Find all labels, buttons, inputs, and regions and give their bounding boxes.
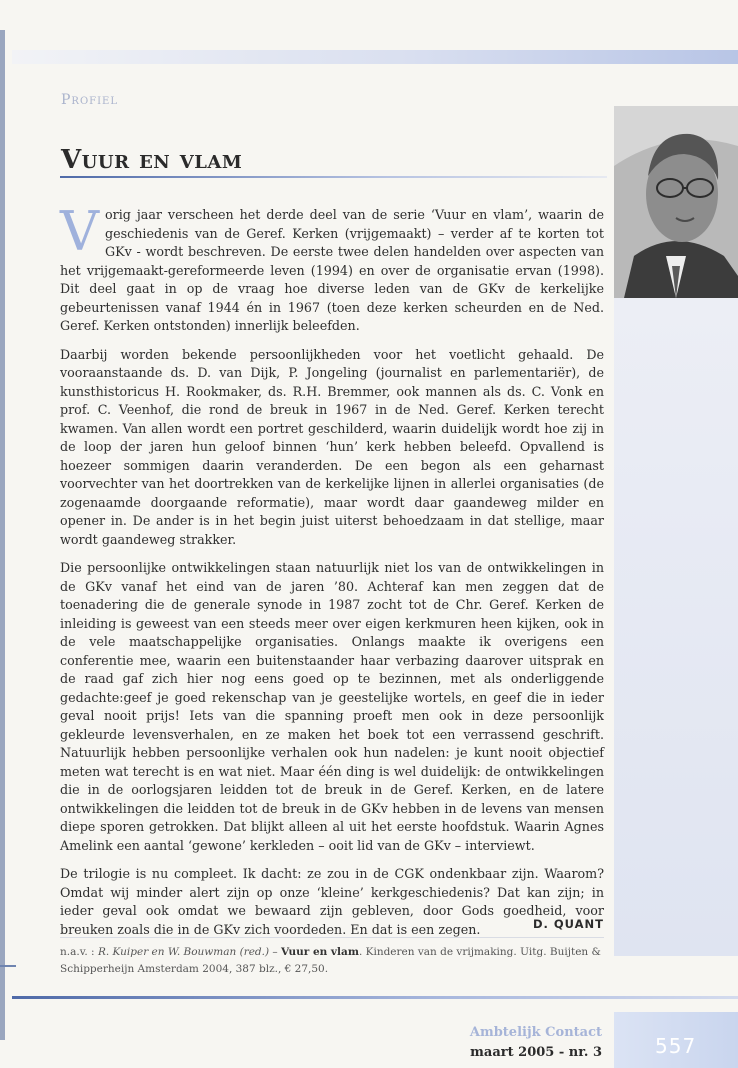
- reference-editors: R. Kuiper en W. Bouwman (red.): [97, 946, 270, 958]
- paragraph-4: De trilogie is nu compleet. Ik dacht: ze zou in de CGK ondenkbaar zijn. Waarom? Omdat wij minder alert zijn op onze ‘kleine’ kerkgeschiedenis? Dat kan zijn; in ieder geval ook omdat we bewaard zijn gebleven, door Gods goedheid, voor breuken zoals die in de GKv zich voordeden. En dat is een zegen.: [60, 866, 604, 937]
- author-portrait: [614, 106, 738, 298]
- reference-prefix: n.a.v. :: [60, 946, 98, 958]
- book-reference: [60, 944, 604, 977]
- magazine-name: Ambtelijk Contact: [469, 1025, 602, 1040]
- drop-cap: V: [60, 200, 99, 263]
- issue-info: maart 2005 - nr. 3: [470, 1045, 602, 1060]
- paragraph-1: [60, 200, 604, 336]
- top-color-band: [12, 50, 738, 64]
- paragraph-3: Die persoonlijke ontwikkelingen staan natuurlijk niet los van de ontwikkelingen in de GKv vanaf het eind van de jaren ’80. Achteraf kan men zeggen dat de toenadering die de generale synode in 1987 zocht tot de Chr. Geref. Kerken de inleiding is geweest van een steeds meer over eigen kerkmuren heen kijken, ook in de vele maatschappelijke organisaties. Onlangs maakte ik overigens een conferentie mee, waarin een buitenstaander haar verbazing daarover uitsprak en de raad gaf zich hier nog eens goed op te bezinnen, met als onderliggende gedachte:geef je goed rekenschap van je geestelijke wortels, en geef die in ieder geval nooit prijs! Iets van die spanning proeft men ook in deze persoonlijk gekleurde levensverhalen, en ze maken het boek tot een verrassend geschrift. Natuurlijk hebben persoonlijke verhalen ook hun nadelen: je kunt nooit objectief meten wat terecht is en wat niet. Maar één ding is wel duidelijk: de ontwikkelingen die in de oorlogsjaren leidden tot de breuk in de Geref. Kerken, en de latere ontwikkelingen die leidden tot de breuk in de GKv hebben in de levens van mensen diepe sporen getrokken. Dat blijkt alleen al uit het eerste hoofdstuk. Waarin Agnes Amelink een aantal ‘gewone’ kerkleden – ooit lid van de GKv – interviewt.: [60, 560, 604, 853]
- article-title: Vuur en vlam: [61, 145, 243, 175]
- paragraph-2: Daarbij worden bekende persoonlijkheden voor het voetlicht gehaald. De vooraanstaande ds. D. van Dijk, P. Jongeling (journalist en parlementariër), de kunsthistoricus H. Rookmaker, ds. R.H. Bremmer, ook mannen als ds. C. Vonk en prof. C. Veenhof, die rond de breuk in 1967 in de Ned. Geref. Kerken terecht kwamen. Van allen wordt een portret geschilderd, waarin duidelijk wordt hoe zij in de loop der jaren hun geloof binnen ‘hun’ kerk hebben beleefd. Opvallend is hoezeer sommigen daarin veranderden. De een begon als een geharnast voorvechter van het doortrekken van de kerkelijke lijnen in allerlei organisaties (de zogenaamde doorgaande reformatie), maar wordt daar gaandeweg milder en opener in. De ander is in het begin juist uiterst behoedzaam in dat stellige, maar wordt gaandeweg strakker.: [60, 346, 604, 547]
- article-body: [60, 200, 604, 949]
- reference-book-title: Vuur en vlam: [281, 946, 359, 958]
- author-name: D. QUANT: [532, 917, 604, 931]
- reference-dash: –: [269, 946, 282, 958]
- left-margin-tick: [0, 965, 16, 967]
- footer-rule: [12, 996, 738, 999]
- paragraph-1-text: orig jaar verscheen het derde deel van de serie ‘Vuur en vlam’, waarin de geschiedenis van de Geref. Kerken (vrijgemaakt) – verder af te korten tot GKv - wordt beschreven. De eerste twee delen handelden over aspecten van het vrijgemaakt-gereformeerde leven (1994) en over de organisatie ervan (1998). Dit deel gaat in op de vraag hoe diverse leden van de GKv de kerkelijke gebeurtenissen vanaf 1944 én in 1967 (toen deze kerken scheurden en de Ned. Geref. Kerken ontstonden) innerlijk beleefden.: [60, 207, 604, 333]
- section-label: Profiel: [61, 92, 118, 108]
- reference-details: . Kinderen van de vrijmaking. Uitg. Buijten & Schipperheijn Amsterdam 2004, 387 blz., € 27,50.: [60, 946, 601, 975]
- reference-divider: [60, 937, 604, 938]
- side-panel: [614, 298, 738, 956]
- page-number: 557: [655, 1034, 697, 1058]
- left-margin-bar: [0, 30, 5, 1040]
- title-underline: [60, 176, 607, 178]
